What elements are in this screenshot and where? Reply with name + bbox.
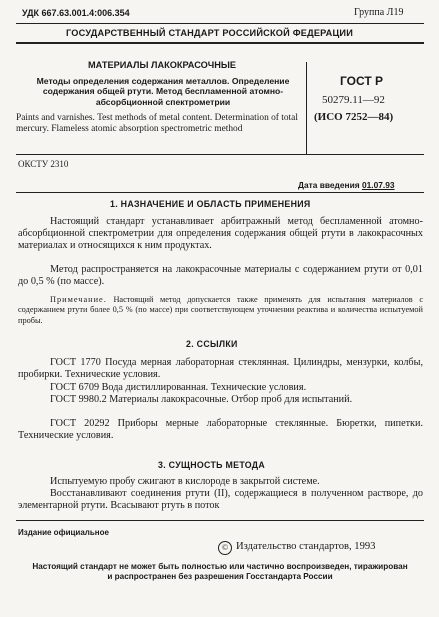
title-bottom-rule — [16, 154, 424, 155]
paragraph: Восстанавливают соединения ртути (II), содержащиеся в полученном растворе, до элементарной ртути. Всасывают ртуть в поток — [18, 488, 423, 511]
note-text: Настоящий метод допускается также применять для испытания материалов с содержанием ртути более 0,5 % (по массе) при соответствующем уточнении реактива и количества испытуемой пробы. — [18, 295, 424, 325]
note-paragraph — [18, 295, 423, 326]
iso-reference: (ИСО 7252—84) — [314, 111, 394, 123]
reference-item: ГОСТ 20292 Приборы мерные лабораторные стеклянные. Бюретки, пипетки. Технические условия. — [18, 418, 423, 441]
paragraph: Настоящий стандарт устанавливает арбитражный метод беспламенной атомно-абсорбционной спектрометрии для определения содержания общей ртути в лакокрасочных материалах и относящихся к ним продуктах. — [18, 216, 423, 251]
document-subtitle: Методы определения содержания металлов. Определение содержания общей ртути. Метод беспламенной атомно-абсорбционной спектрометрии — [36, 76, 290, 107]
date-rule — [16, 192, 424, 193]
english-title: Paints and varnishes. Test methods of metal content. Determination of total mercury. Flameless atomic absorption spectrometric method — [16, 113, 298, 134]
reference-item: ГОСТ 9980.2 Материалы лакокрасочные. Отбор проб для испытаний. — [50, 394, 353, 405]
copyright — [218, 541, 375, 555]
official-edition: Издание официальное — [18, 528, 109, 537]
paragraph: Метод распространяется на лакокрасочные материалы с содержанием ртути от 0,01 до 0,5 % (по массе). — [18, 264, 423, 287]
date-value: 01.07.93 — [361, 180, 395, 190]
reproduction-notice: Настоящий стандарт не может быть полностью или частично воспроизведен, тиражирован и распространен без разрешения Госстандарта России — [32, 562, 408, 582]
gost-number: 50279.11—92 — [322, 94, 385, 106]
header-rule — [16, 42, 424, 44]
udk-code: УДК 667.63.001.4:006.354 — [22, 8, 130, 18]
section-heading: 3. СУЩНОСТЬ МЕТОДА — [158, 460, 266, 470]
section-heading: 2. ССЫЛКИ — [186, 339, 238, 349]
section-heading: 1. НАЗНАЧЕНИЕ И ОБЛАСТЬ ПРИМЕНЕНИЯ — [110, 199, 311, 209]
document-title: МАТЕРИАЛЫ ЛАКОКРАСОЧНЫЕ — [88, 60, 236, 70]
date-label: Дата введения — [298, 180, 360, 190]
title-divider — [306, 62, 307, 154]
reference-item: ГОСТ 1770 Посуда мерная лабораторная стеклянная. Цилиндры, мензурки, колбы, пробирки. Технические условия. — [18, 357, 423, 380]
reference-item: ГОСТ 6709 Вода дистиллированная. Технические условия. — [50, 382, 307, 393]
paragraph: Испытуемую пробу сжигают в кислороде в закрытой системе. — [50, 476, 320, 487]
top-rule — [16, 23, 424, 24]
introduction-date — [298, 180, 395, 190]
organization: ГОСУДАРСТВЕННЫЙ СТАНДАРТ РОССИЙСКОЙ ФЕДЕРАЦИИ — [66, 28, 354, 38]
okstu-code: ОКСТУ 2310 — [18, 159, 69, 169]
copyright-icon: © — [218, 541, 232, 555]
note-label: Примечание. — [50, 295, 107, 304]
copyright-text: Издательство стандартов, 1993 — [236, 541, 376, 552]
gost-label: ГОСТ Р — [340, 74, 384, 88]
group-code: Группа Л19 — [354, 7, 404, 18]
footer-rule — [16, 520, 424, 521]
